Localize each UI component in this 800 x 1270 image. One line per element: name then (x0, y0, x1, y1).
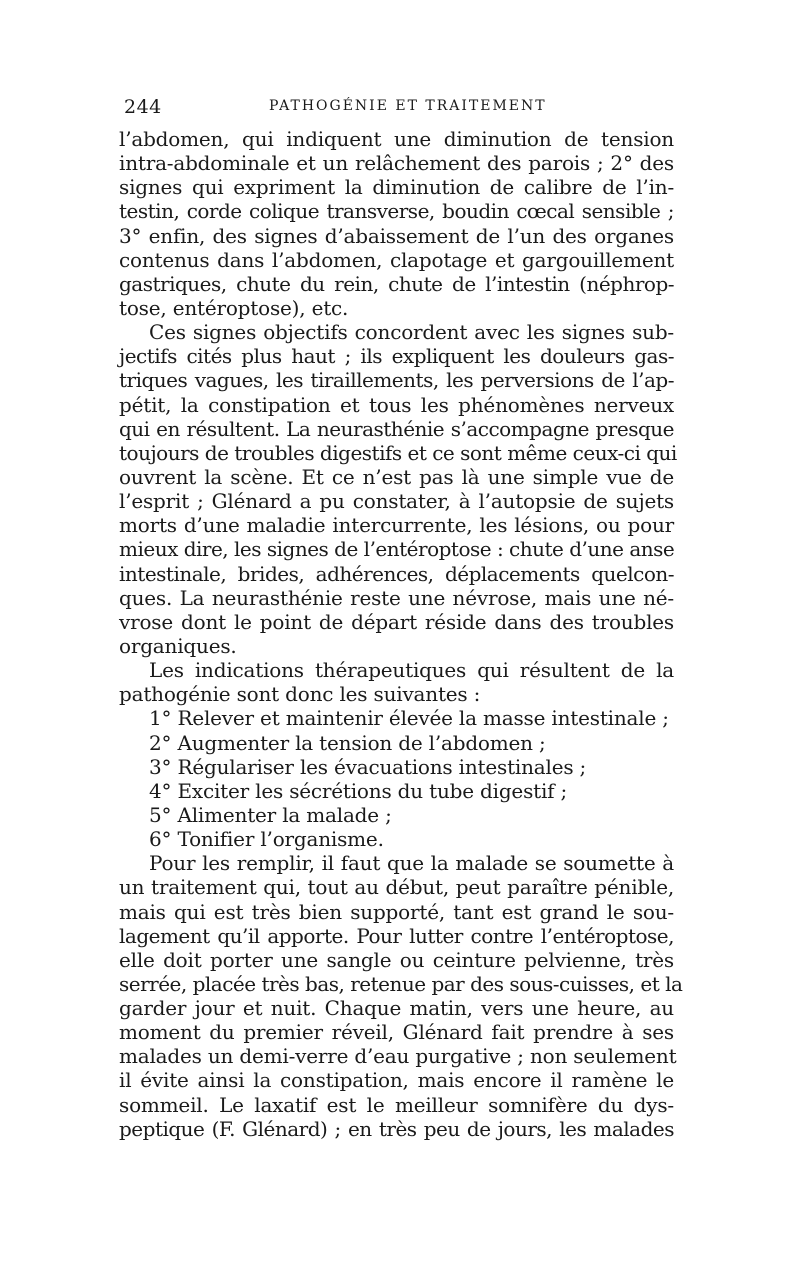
text-line: ouvrent la scène. Et ce n’est pas là une simple vue de (119, 464, 674, 489)
paragraph-start-line: Pour les remplir, il faut que la malade se soumette à (149, 851, 674, 876)
paragraph-start-line: Les indications thérapeutiques qui résultent de la (149, 658, 674, 683)
text-line: toujours de troubles digestifs et ce sont même ceux-ci qui (119, 440, 677, 465)
list-item: 5° Alimenter la malade ; (149, 802, 392, 827)
text-line: garder jour et nuit. Chaque matin, vers une heure, au (119, 996, 674, 1021)
text-line: peptique (F. Glénard) ; en très peu de jours, les malades (119, 1116, 674, 1141)
text-line: mais qui est très bien supporté, tant est grand le sou- (119, 899, 674, 924)
text-line: morts d’une maladie intercurrente, les lésions, ou pour (119, 513, 674, 538)
text-line: intestinale, brides, adhérences, déplacements quelcon- (119, 561, 674, 586)
list-item: 3° Régulariser les évacuations intestinales ; (149, 754, 587, 779)
text-line: qui en résultent. La neurasthénie s’accompagne presque (119, 416, 674, 441)
text-line: gastriques, chute du rein, chute de l’intestin (néphrop- (119, 271, 674, 296)
text-line: intra-abdominale et un relâchement des parois ; 2° des (119, 151, 674, 176)
text-line: serrée, placée très bas, retenue par des sous-cuisses, et la (119, 971, 683, 996)
text-line: signes qui expriment la diminution de calibre de l’in- (119, 175, 674, 200)
text-line: pétit, la constipation et tous les phénomènes nerveux (119, 392, 674, 417)
list-item: 4° Exciter les sécrétions du tube digestif ; (149, 778, 568, 803)
running-title: PATHOGÉNIE ET TRAITEMENT (269, 98, 547, 114)
text-line: pathogénie sont donc les suivantes : (119, 682, 481, 707)
text-line: jectifs cités plus haut ; ils expliquent les douleurs gas- (119, 344, 674, 369)
paragraph-start-line: Ces signes objectifs concordent avec les signes sub- (149, 320, 674, 345)
text-line: il évite ainsi la constipation, mais encore il ramène le (119, 1068, 674, 1093)
text-line: lagement qu’il apporte. Pour lutter contre l’entéroptose, (119, 923, 674, 948)
text-line: mieux dire, les signes de l’entéroptose : chute d’une anse (119, 537, 675, 562)
page-number: 244 (124, 96, 162, 118)
text-line: triques vagues, les tiraillements, les perversions de l’ap- (119, 368, 674, 393)
text-line: moment du premier réveil, Glénard fait prendre à ses (119, 1020, 674, 1045)
text-line: organiques. (119, 633, 237, 658)
text-line: un traitement qui, tout au début, peut paraître pénible, (119, 875, 674, 900)
text-line: tose, entéroptose), etc. (119, 295, 349, 320)
text-line: vrose dont le point de départ réside dans des troubles (119, 609, 674, 634)
text-line: malades un demi-verre d’eau purgative ; non seulement (119, 1044, 677, 1069)
page-header (124, 96, 672, 118)
text-line: l’abdomen, qui indiquent une diminution de tension (119, 127, 674, 151)
text-line: sommeil. Le laxatif est le meilleur somnifère du dys- (119, 1092, 674, 1117)
text-line: testin, corde colique transverse, boudin cœcal sensible ; (119, 199, 674, 224)
list-item: 1° Relever et maintenir élevée la masse intestinale ; (149, 706, 669, 731)
text-line: 3° enfin, des signes d’abaissement de l’un des organes (119, 223, 674, 248)
text-line: elle doit porter une sangle ou ceinture pelvienne, très (119, 947, 674, 972)
text-line: ques. La neurasthénie reste une névrose, mais une né- (119, 585, 674, 610)
text-line: contenus dans l’abdomen, clapotage et gargouillement (119, 247, 674, 272)
list-item: 2° Augmenter la tension de l’abdomen ; (149, 730, 546, 755)
list-item: 6° Tonifier l’organisme. (149, 827, 384, 852)
body-text (119, 127, 683, 1141)
text-line: l’esprit ; Glénard a pu constater, à l’autopsie de sujets (119, 489, 674, 514)
